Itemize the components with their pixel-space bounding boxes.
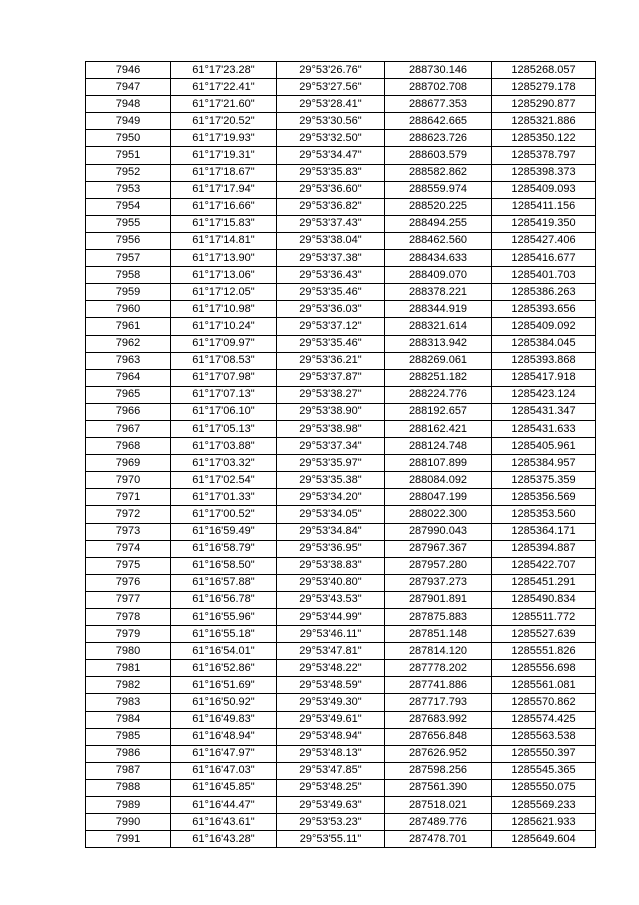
- y-coordinate-cell: 1285419.350: [492, 215, 596, 232]
- longitude-cell: 29°53'38.90": [277, 403, 385, 420]
- table-row: [86, 181, 596, 198]
- latitude-cell: 61°17'19.31": [171, 147, 277, 164]
- point-number-cell: 7954: [86, 198, 171, 215]
- x-coordinate-cell: 287478.701: [385, 831, 492, 848]
- y-coordinate-cell: 1285417.918: [492, 369, 596, 386]
- table-row: [86, 352, 596, 369]
- point-number-cell: 7969: [86, 455, 171, 472]
- latitude-cell: 61°17'13.90": [171, 250, 277, 267]
- latitude-cell: 61°16'43.61": [171, 814, 277, 831]
- longitude-cell: 29°53'36.21": [277, 352, 385, 369]
- point-number-cell: 7987: [86, 762, 171, 779]
- y-coordinate-cell: 1285431.633: [492, 420, 596, 437]
- longitude-cell: 29°53'35.38": [277, 472, 385, 489]
- latitude-cell: 61°17'03.88": [171, 438, 277, 455]
- latitude-cell: 61°16'58.79": [171, 540, 277, 557]
- x-coordinate-cell: 288107.899: [385, 455, 492, 472]
- latitude-cell: 61°16'43.28": [171, 831, 277, 848]
- longitude-cell: 29°53'53.23": [277, 814, 385, 831]
- longitude-cell: 29°53'48.59": [277, 677, 385, 694]
- y-coordinate-cell: 1285405.961: [492, 438, 596, 455]
- point-number-cell: 7972: [86, 506, 171, 523]
- latitude-cell: 61°17'08.53": [171, 352, 277, 369]
- longitude-cell: 29°53'49.30": [277, 694, 385, 711]
- longitude-cell: 29°53'28.41": [277, 96, 385, 113]
- longitude-cell: 29°53'37.38": [277, 250, 385, 267]
- latitude-cell: 61°17'16.66": [171, 198, 277, 215]
- point-number-cell: 7980: [86, 643, 171, 660]
- y-coordinate-cell: 1285574.425: [492, 711, 596, 728]
- latitude-cell: 61°16'54.01": [171, 643, 277, 660]
- longitude-cell: 29°53'26.76": [277, 62, 385, 79]
- point-number-cell: 7965: [86, 386, 171, 403]
- table-row: [86, 779, 596, 796]
- point-number-cell: 7979: [86, 626, 171, 643]
- point-number-cell: 7955: [86, 215, 171, 232]
- longitude-cell: 29°53'27.56": [277, 79, 385, 96]
- longitude-cell: 29°53'35.97": [277, 455, 385, 472]
- latitude-cell: 61°16'44.47": [171, 797, 277, 814]
- point-number-cell: 7978: [86, 609, 171, 626]
- table-row: [86, 455, 596, 472]
- latitude-cell: 61°17'05.13": [171, 420, 277, 437]
- y-coordinate-cell: 1285556.698: [492, 660, 596, 677]
- y-coordinate-cell: 1285490.834: [492, 591, 596, 608]
- point-number-cell: 7971: [86, 489, 171, 506]
- x-coordinate-cell: 288434.633: [385, 250, 492, 267]
- y-coordinate-cell: 1285268.057: [492, 62, 596, 79]
- x-coordinate-cell: 288269.061: [385, 352, 492, 369]
- longitude-cell: 29°53'38.98": [277, 420, 385, 437]
- latitude-cell: 61°16'51.69": [171, 677, 277, 694]
- longitude-cell: 29°53'32.50": [277, 130, 385, 147]
- y-coordinate-cell: 1285393.656: [492, 301, 596, 318]
- longitude-cell: 29°53'47.81": [277, 643, 385, 660]
- x-coordinate-cell: 288730.146: [385, 62, 492, 79]
- latitude-cell: 61°16'48.94": [171, 728, 277, 745]
- x-coordinate-cell: 287957.280: [385, 557, 492, 574]
- longitude-cell: 29°53'36.43": [277, 267, 385, 284]
- coordinates-table-body: [86, 62, 596, 848]
- point-number-cell: 7959: [86, 284, 171, 301]
- x-coordinate-cell: 288321.614: [385, 318, 492, 335]
- table-row: [86, 215, 596, 232]
- x-coordinate-cell: 287967.367: [385, 540, 492, 557]
- y-coordinate-cell: 1285431.347: [492, 403, 596, 420]
- table-row: [86, 591, 596, 608]
- longitude-cell: 29°53'48.25": [277, 779, 385, 796]
- y-coordinate-cell: 1285350.122: [492, 130, 596, 147]
- table-row: [86, 284, 596, 301]
- latitude-cell: 61°17'12.05": [171, 284, 277, 301]
- point-number-cell: 7984: [86, 711, 171, 728]
- x-coordinate-cell: 287561.390: [385, 779, 492, 796]
- point-number-cell: 7951: [86, 147, 171, 164]
- table-row: [86, 113, 596, 130]
- y-coordinate-cell: 1285545.365: [492, 762, 596, 779]
- coordinates-table: [85, 61, 596, 848]
- longitude-cell: 29°53'34.20": [277, 489, 385, 506]
- y-coordinate-cell: 1285423.124: [492, 386, 596, 403]
- table-row: [86, 677, 596, 694]
- y-coordinate-cell: 1285398.373: [492, 164, 596, 181]
- point-number-cell: 7989: [86, 797, 171, 814]
- point-number-cell: 7976: [86, 574, 171, 591]
- latitude-cell: 61°17'02.54": [171, 472, 277, 489]
- latitude-cell: 61°17'10.98": [171, 301, 277, 318]
- longitude-cell: 29°53'48.13": [277, 745, 385, 762]
- longitude-cell: 29°53'43.53": [277, 591, 385, 608]
- y-coordinate-cell: 1285561.081: [492, 677, 596, 694]
- x-coordinate-cell: 287489.776: [385, 814, 492, 831]
- latitude-cell: 61°17'07.98": [171, 369, 277, 386]
- longitude-cell: 29°53'37.43": [277, 215, 385, 232]
- table-row: [86, 626, 596, 643]
- point-number-cell: 7952: [86, 164, 171, 181]
- point-number-cell: 7949: [86, 113, 171, 130]
- point-number-cell: 7970: [86, 472, 171, 489]
- latitude-cell: 61°17'22.41": [171, 79, 277, 96]
- longitude-cell: 29°53'38.04": [277, 232, 385, 249]
- table-row: [86, 643, 596, 660]
- table-row: [86, 506, 596, 523]
- y-coordinate-cell: 1285550.397: [492, 745, 596, 762]
- y-coordinate-cell: 1285422.707: [492, 557, 596, 574]
- point-number-cell: 7957: [86, 250, 171, 267]
- point-number-cell: 7950: [86, 130, 171, 147]
- point-number-cell: 7960: [86, 301, 171, 318]
- point-number-cell: 7967: [86, 420, 171, 437]
- table-row: [86, 147, 596, 164]
- y-coordinate-cell: 1285386.263: [492, 284, 596, 301]
- x-coordinate-cell: 288409.070: [385, 267, 492, 284]
- latitude-cell: 61°17'10.24": [171, 318, 277, 335]
- longitude-cell: 29°53'34.47": [277, 147, 385, 164]
- x-coordinate-cell: 288224.776: [385, 386, 492, 403]
- point-number-cell: 7983: [86, 694, 171, 711]
- point-number-cell: 7991: [86, 831, 171, 848]
- latitude-cell: 61°16'50.92": [171, 694, 277, 711]
- longitude-cell: 29°53'30.56": [277, 113, 385, 130]
- latitude-cell: 61°16'52.86": [171, 660, 277, 677]
- y-coordinate-cell: 1285279.178: [492, 79, 596, 96]
- table-row: [86, 96, 596, 113]
- point-number-cell: 7977: [86, 591, 171, 608]
- longitude-cell: 29°53'55.11": [277, 831, 385, 848]
- x-coordinate-cell: 288313.942: [385, 335, 492, 352]
- latitude-cell: 61°17'09.97": [171, 335, 277, 352]
- table-row: [86, 232, 596, 249]
- x-coordinate-cell: 287626.952: [385, 745, 492, 762]
- table-row: [86, 574, 596, 591]
- table-row: [86, 557, 596, 574]
- table-row: [86, 762, 596, 779]
- x-coordinate-cell: 288047.199: [385, 489, 492, 506]
- table-row: [86, 403, 596, 420]
- table-row: [86, 164, 596, 181]
- y-coordinate-cell: 1285378.797: [492, 147, 596, 164]
- x-coordinate-cell: 287778.202: [385, 660, 492, 677]
- x-coordinate-cell: 288677.353: [385, 96, 492, 113]
- table-row: [86, 711, 596, 728]
- latitude-cell: 61°17'15.83": [171, 215, 277, 232]
- table-row: [86, 540, 596, 557]
- longitude-cell: 29°53'36.95": [277, 540, 385, 557]
- y-coordinate-cell: 1285411.156: [492, 198, 596, 215]
- table-row: [86, 250, 596, 267]
- x-coordinate-cell: 287851.148: [385, 626, 492, 643]
- x-coordinate-cell: 288022.300: [385, 506, 492, 523]
- point-number-cell: 7961: [86, 318, 171, 335]
- point-number-cell: 7953: [86, 181, 171, 198]
- longitude-cell: 29°53'44.99": [277, 609, 385, 626]
- point-number-cell: 7946: [86, 62, 171, 79]
- table-row: [86, 62, 596, 79]
- longitude-cell: 29°53'40.80": [277, 574, 385, 591]
- latitude-cell: 61°17'03.32": [171, 455, 277, 472]
- longitude-cell: 29°53'38.27": [277, 386, 385, 403]
- y-coordinate-cell: 1285551.826: [492, 643, 596, 660]
- table-row: [86, 660, 596, 677]
- x-coordinate-cell: 287717.793: [385, 694, 492, 711]
- latitude-cell: 61°16'49.83": [171, 711, 277, 728]
- y-coordinate-cell: 1285394.887: [492, 540, 596, 557]
- x-coordinate-cell: 288642.665: [385, 113, 492, 130]
- latitude-cell: 61°16'57.88": [171, 574, 277, 591]
- y-coordinate-cell: 1285290.877: [492, 96, 596, 113]
- x-coordinate-cell: 287741.886: [385, 677, 492, 694]
- x-coordinate-cell: 287814.120: [385, 643, 492, 660]
- longitude-cell: 29°53'47.85": [277, 762, 385, 779]
- x-coordinate-cell: 288582.862: [385, 164, 492, 181]
- table-row: [86, 198, 596, 215]
- y-coordinate-cell: 1285563.538: [492, 728, 596, 745]
- longitude-cell: 29°53'35.46": [277, 335, 385, 352]
- latitude-cell: 61°17'00.52": [171, 506, 277, 523]
- latitude-cell: 61°17'06.10": [171, 403, 277, 420]
- latitude-cell: 61°17'20.52": [171, 113, 277, 130]
- x-coordinate-cell: 288084.092: [385, 472, 492, 489]
- y-coordinate-cell: 1285527.639: [492, 626, 596, 643]
- latitude-cell: 61°16'56.78": [171, 591, 277, 608]
- point-number-cell: 7958: [86, 267, 171, 284]
- x-coordinate-cell: 288162.421: [385, 420, 492, 437]
- x-coordinate-cell: 288603.579: [385, 147, 492, 164]
- latitude-cell: 61°17'01.33": [171, 489, 277, 506]
- y-coordinate-cell: 1285569.233: [492, 797, 596, 814]
- longitude-cell: 29°53'38.83": [277, 557, 385, 574]
- point-number-cell: 7963: [86, 352, 171, 369]
- point-number-cell: 7968: [86, 438, 171, 455]
- longitude-cell: 29°53'37.34": [277, 438, 385, 455]
- table-row: [86, 420, 596, 437]
- point-number-cell: 7962: [86, 335, 171, 352]
- y-coordinate-cell: 1285416.677: [492, 250, 596, 267]
- latitude-cell: 61°17'18.67": [171, 164, 277, 181]
- x-coordinate-cell: 288251.182: [385, 369, 492, 386]
- table-row: [86, 79, 596, 96]
- longitude-cell: 29°53'48.94": [277, 728, 385, 745]
- latitude-cell: 61°16'45.85": [171, 779, 277, 796]
- table-row: [86, 831, 596, 848]
- point-number-cell: 7975: [86, 557, 171, 574]
- longitude-cell: 29°53'35.83": [277, 164, 385, 181]
- table-row: [86, 489, 596, 506]
- table-row: [86, 301, 596, 318]
- latitude-cell: 61°16'55.18": [171, 626, 277, 643]
- latitude-cell: 61°16'55.96": [171, 609, 277, 626]
- latitude-cell: 61°17'13.06": [171, 267, 277, 284]
- x-coordinate-cell: 287683.992: [385, 711, 492, 728]
- longitude-cell: 29°53'36.82": [277, 198, 385, 215]
- table-row: [86, 369, 596, 386]
- point-number-cell: 7981: [86, 660, 171, 677]
- y-coordinate-cell: 1285621.933: [492, 814, 596, 831]
- latitude-cell: 61°17'23.28": [171, 62, 277, 79]
- table-row: [86, 472, 596, 489]
- x-coordinate-cell: 288192.657: [385, 403, 492, 420]
- y-coordinate-cell: 1285384.957: [492, 455, 596, 472]
- latitude-cell: 61°16'47.97": [171, 745, 277, 762]
- table-row: [86, 130, 596, 147]
- table-row: [86, 523, 596, 540]
- y-coordinate-cell: 1285401.703: [492, 267, 596, 284]
- table-row: [86, 438, 596, 455]
- longitude-cell: 29°53'34.05": [277, 506, 385, 523]
- table-row: [86, 267, 596, 284]
- latitude-cell: 61°17'14.81": [171, 232, 277, 249]
- point-number-cell: 7948: [86, 96, 171, 113]
- point-number-cell: 7986: [86, 745, 171, 762]
- point-number-cell: 7985: [86, 728, 171, 745]
- y-coordinate-cell: 1285570.862: [492, 694, 596, 711]
- y-coordinate-cell: 1285375.359: [492, 472, 596, 489]
- y-coordinate-cell: 1285511.772: [492, 609, 596, 626]
- x-coordinate-cell: 288559.974: [385, 181, 492, 198]
- point-number-cell: 7947: [86, 79, 171, 96]
- latitude-cell: 61°16'59.49": [171, 523, 277, 540]
- point-number-cell: 7964: [86, 369, 171, 386]
- point-number-cell: 7956: [86, 232, 171, 249]
- y-coordinate-cell: 1285353.560: [492, 506, 596, 523]
- latitude-cell: 61°17'17.94": [171, 181, 277, 198]
- longitude-cell: 29°53'49.63": [277, 797, 385, 814]
- longitude-cell: 29°53'37.12": [277, 318, 385, 335]
- longitude-cell: 29°53'34.84": [277, 523, 385, 540]
- x-coordinate-cell: 288520.225: [385, 198, 492, 215]
- y-coordinate-cell: 1285393.868: [492, 352, 596, 369]
- table-row: [86, 694, 596, 711]
- y-coordinate-cell: 1285451.291: [492, 574, 596, 591]
- y-coordinate-cell: 1285409.093: [492, 181, 596, 198]
- x-coordinate-cell: 287875.883: [385, 609, 492, 626]
- latitude-cell: 61°17'07.13": [171, 386, 277, 403]
- point-number-cell: 7974: [86, 540, 171, 557]
- y-coordinate-cell: 1285356.569: [492, 489, 596, 506]
- table-row: [86, 386, 596, 403]
- x-coordinate-cell: 287990.043: [385, 523, 492, 540]
- longitude-cell: 29°53'46.11": [277, 626, 385, 643]
- point-number-cell: 7990: [86, 814, 171, 831]
- x-coordinate-cell: 287656.848: [385, 728, 492, 745]
- x-coordinate-cell: 287937.273: [385, 574, 492, 591]
- longitude-cell: 29°53'37.87": [277, 369, 385, 386]
- latitude-cell: 61°17'19.93": [171, 130, 277, 147]
- latitude-cell: 61°17'21.60": [171, 96, 277, 113]
- y-coordinate-cell: 1285409.092: [492, 318, 596, 335]
- table-row: [86, 797, 596, 814]
- y-coordinate-cell: 1285649.604: [492, 831, 596, 848]
- x-coordinate-cell: 288702.708: [385, 79, 492, 96]
- point-number-cell: 7966: [86, 403, 171, 420]
- x-coordinate-cell: 288494.255: [385, 215, 492, 232]
- x-coordinate-cell: 288623.726: [385, 130, 492, 147]
- x-coordinate-cell: 288462.560: [385, 232, 492, 249]
- x-coordinate-cell: 287901.891: [385, 591, 492, 608]
- latitude-cell: 61°16'47.03": [171, 762, 277, 779]
- longitude-cell: 29°53'36.60": [277, 181, 385, 198]
- table-row: [86, 728, 596, 745]
- table-row: [86, 609, 596, 626]
- longitude-cell: 29°53'49.61": [277, 711, 385, 728]
- y-coordinate-cell: 1285550.075: [492, 779, 596, 796]
- x-coordinate-cell: 288378.221: [385, 284, 492, 301]
- x-coordinate-cell: 287518.021: [385, 797, 492, 814]
- point-number-cell: 7982: [86, 677, 171, 694]
- y-coordinate-cell: 1285427.406: [492, 232, 596, 249]
- y-coordinate-cell: 1285321.886: [492, 113, 596, 130]
- latitude-cell: 61°16'58.50": [171, 557, 277, 574]
- longitude-cell: 29°53'36.03": [277, 301, 385, 318]
- point-number-cell: 7988: [86, 779, 171, 796]
- table-row: [86, 318, 596, 335]
- table-row: [86, 814, 596, 831]
- x-coordinate-cell: 287598.256: [385, 762, 492, 779]
- longitude-cell: 29°53'48.22": [277, 660, 385, 677]
- x-coordinate-cell: 288344.919: [385, 301, 492, 318]
- table-row: [86, 335, 596, 352]
- x-coordinate-cell: 288124.748: [385, 438, 492, 455]
- point-number-cell: 7973: [86, 523, 171, 540]
- longitude-cell: 29°53'35.46": [277, 284, 385, 301]
- y-coordinate-cell: 1285384.045: [492, 335, 596, 352]
- table-row: [86, 745, 596, 762]
- y-coordinate-cell: 1285364.171: [492, 523, 596, 540]
